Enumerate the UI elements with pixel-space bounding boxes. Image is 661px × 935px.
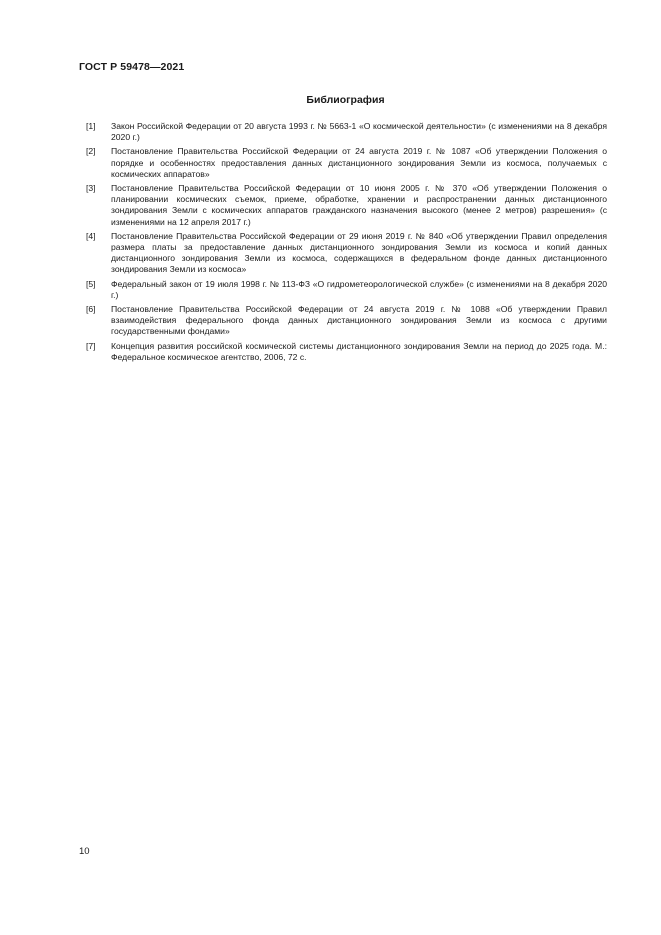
page-number: 10 [79,846,90,857]
bibliography-entry [86,279,607,301]
entry-text: Федеральный закон от 19 июля 1998 г. № 113-ФЗ «О гидрометеорологической службе» (с изменениями на 8 декабря 2020 г.) [111,278,607,300]
entry-number: [7] [86,340,96,351]
entry-text: Постановление Правительства Российской Федерации от 10 июня 2005 г. № 370 «Об утверждении Положения о планировании космических съемок, приеме, обработке, хранении и распространении данных дистанционного зондирования Земли с космических аппаратов гражданского назначения высокого (менее 2 метров) разрешения» (с изменениями на 12 апреля 2017 г.) [111,183,607,227]
bibliography-list [86,121,607,366]
entry-number: [2] [86,146,96,157]
bibliography-entry [86,146,607,180]
entry-text: Закон Российской Федерации от 20 августа 1993 г. № 5663-1 «О космической деятельности» (с изменениями на 8 декабря 2020 г.) [111,121,607,143]
bibliography-entry [86,341,607,363]
bibliography-title: Библиография [306,94,385,106]
bibliography-entry [86,231,607,276]
bibliography-entry [86,121,607,143]
entry-text: Концепция развития российской космической системы дистанционного зондирования Земли на период до 2025 года. М.: Федеральное космическое агентство, 2006, 72 с. [111,340,607,362]
entry-number: [3] [86,183,96,194]
entry-number: [1] [86,121,96,131]
entry-number: [5] [86,278,96,289]
bibliography-entry [86,304,607,338]
standard-designation: ГОСТ Р 59478—2021 [79,61,185,73]
entry-text: Постановление Правительства Российской Федерации от 29 июня 2019 г. № 840 «Об утверждении Правил определения размера платы за предоставление данных дистанционного зондирования Земли из космоса и копий данных дистанционного зондирования Земли из космоса, содержащихся в федеральном фонде данных дистанционного зондирования Земли из космоса» [111,230,607,275]
entry-text: Постановление Правительства Российской Федерации от 24 августа 2019 г. № 1088 «Об утверждении Правил взаимодействия федерального фонда данных дистанционного зондирования Земли из космоса с другими государственными фондами» [111,304,607,337]
bibliography-entry [86,183,607,228]
entry-number: [6] [86,304,96,315]
entry-number: [4] [86,230,96,241]
entry-text: Постановление Правительства Российской Федерации от 24 августа 2019 г. № 1087 «Об утверждении Положения о порядке и особенностях предоставления данных дистанционного зондирования Земли из космоса, получаемых с космических аппаратов» [111,146,607,179]
